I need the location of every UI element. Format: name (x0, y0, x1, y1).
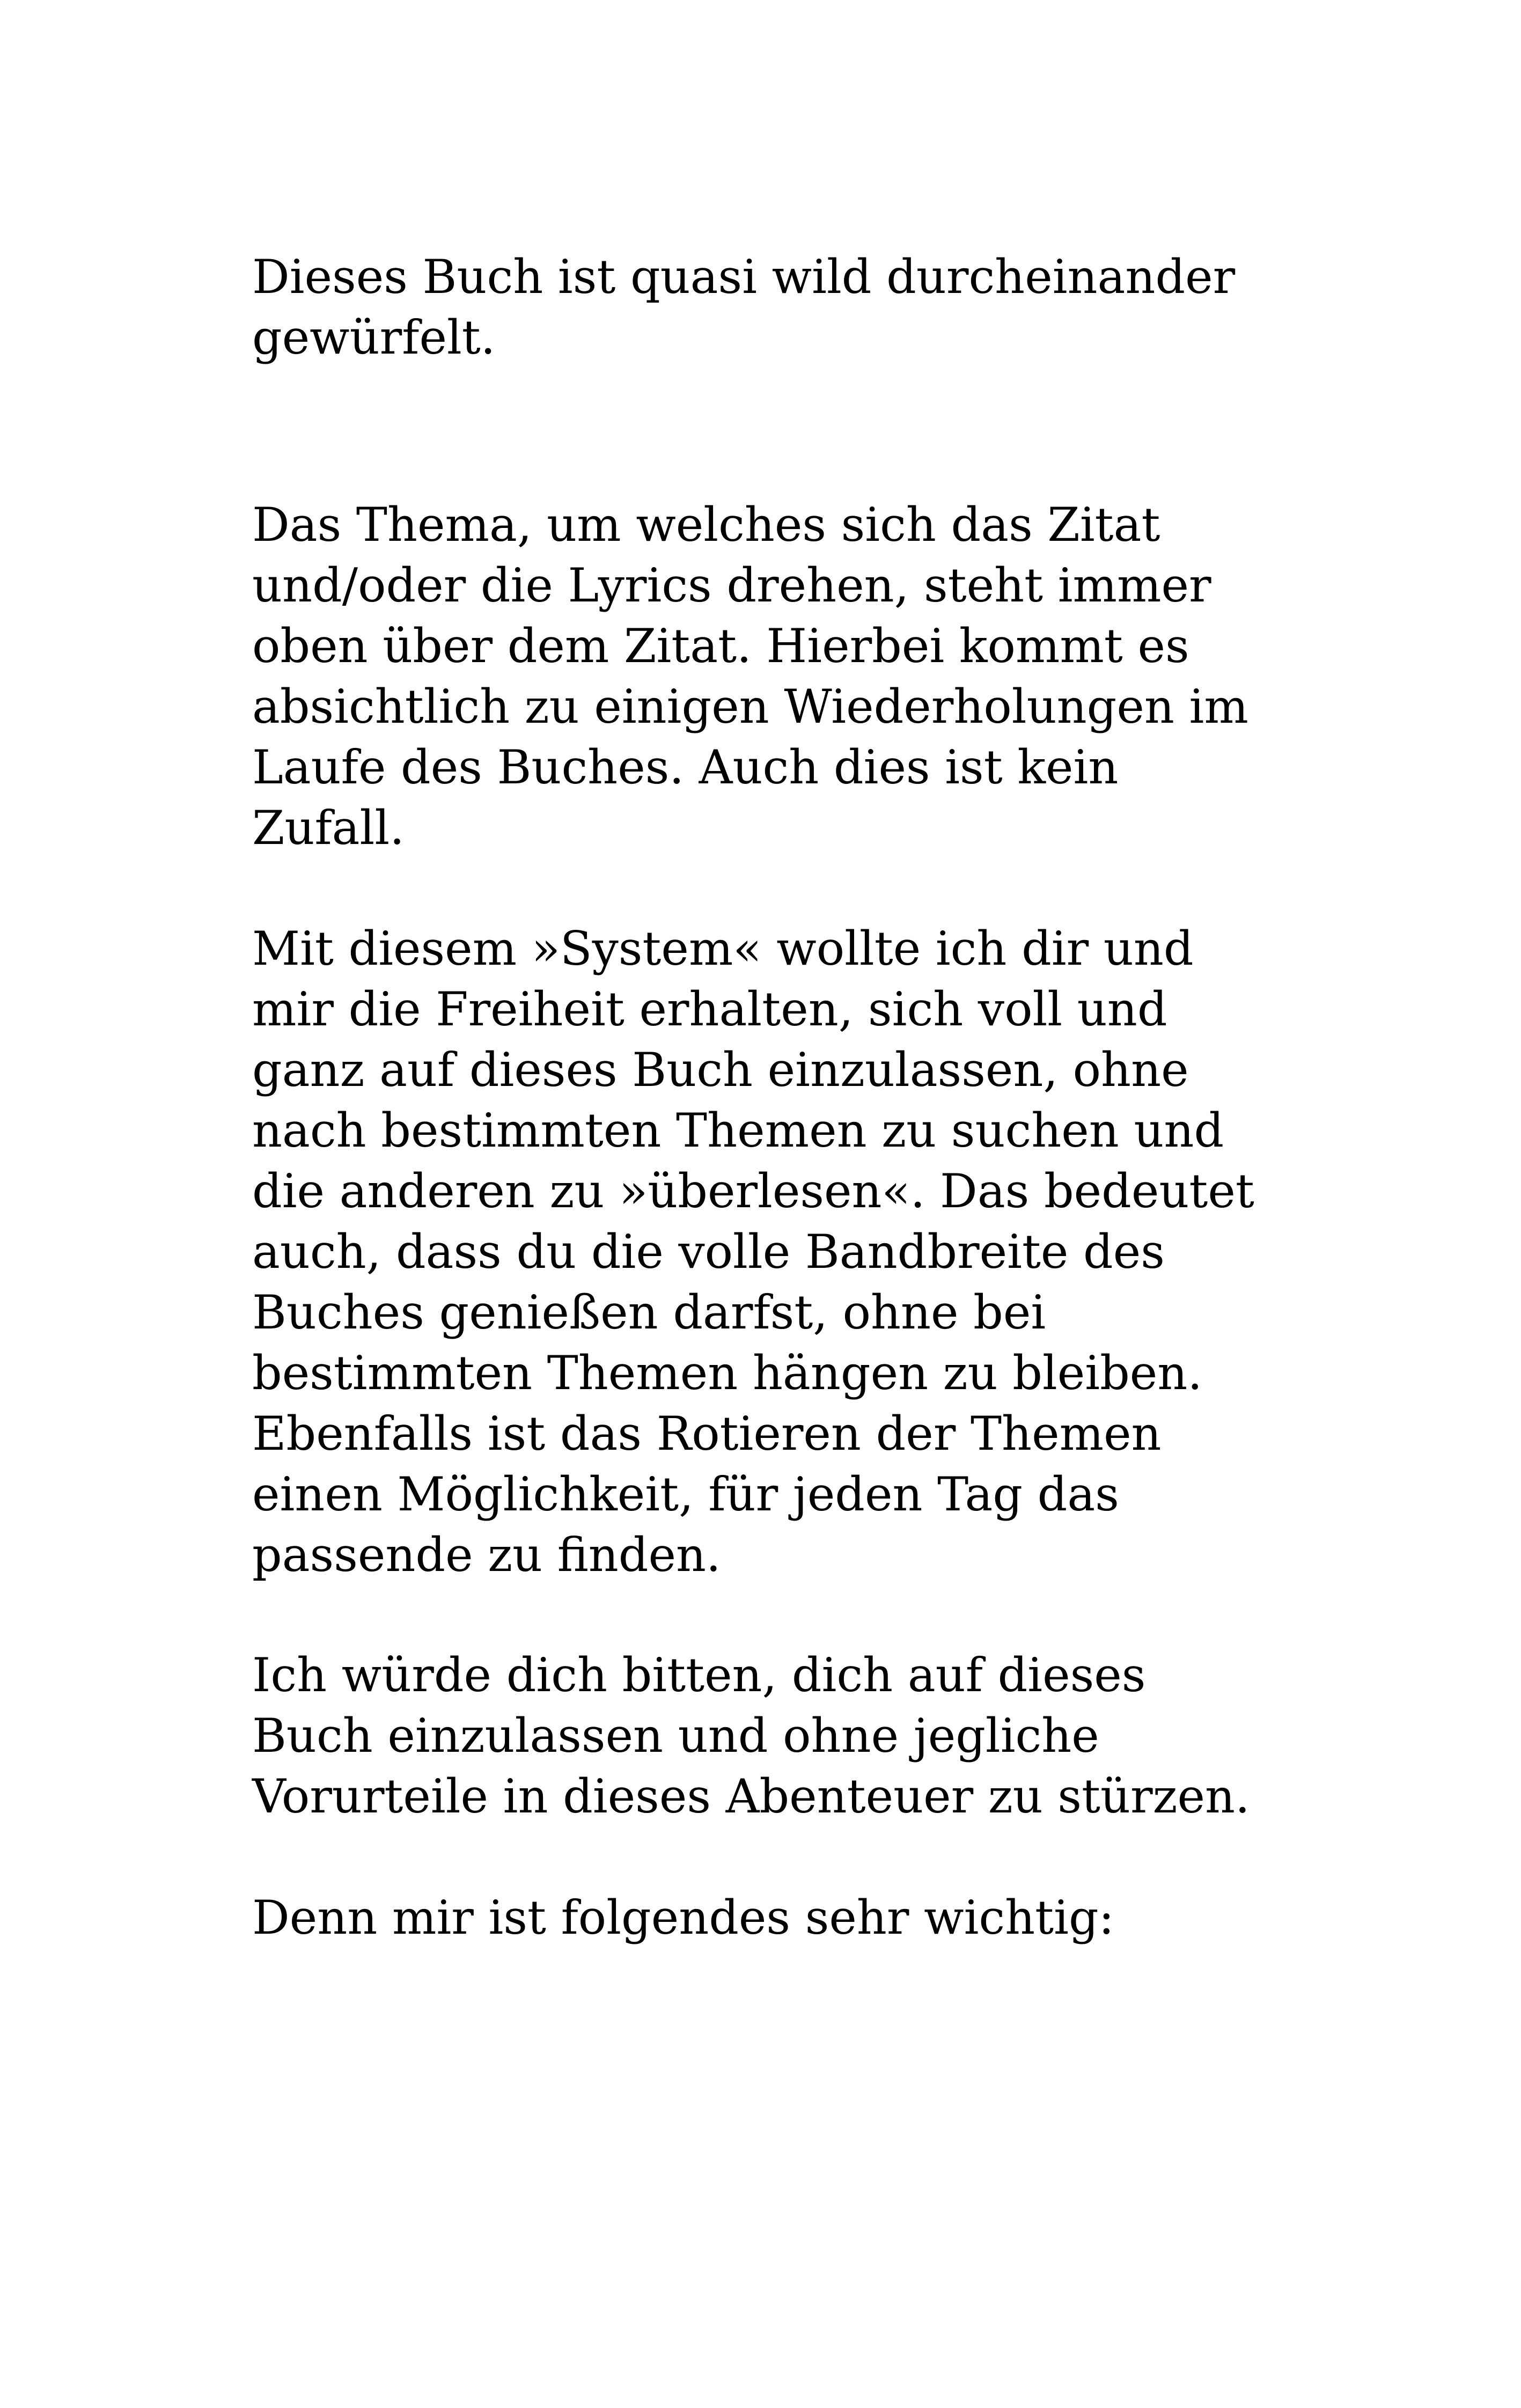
paragraph-intro: Dieses Buch ist quasi wild durcheinander gewürfelt. (252, 249, 1236, 365)
paragraph-theme: Das Thema, um welches sich das Zitat und/oder die Lyrics drehen, steht immer oben über dem Zitat. Hierbei kommt es absichtlich zu einigen Wiederholungen im Laufe des Buches. Auch dies ist kein Zufall. (252, 497, 1248, 855)
paragraph-closing: Denn mir ist folgendes sehr wichtig: (252, 1890, 1114, 1945)
paragraph-request: Ich würde dich bitten, dich auf dieses Buch einzulassen und ohne jegliche Vorurteile in dieses Abenteuer zu stürzen. (252, 1648, 1250, 1824)
paragraph-system: Mit diesem »System« wollte ich dir und mir die Freiheit erhalten, sich voll und ganz auf dieses Buch einzulassen, ohne nach bestimmten Themen zu suchen und die anderen zu »überlesen«. Das bedeutet auch, dass du die volle Bandbreite des Buches genießen darfst, ohne bei bestimmten Themen hängen zu bleiben. Ebenfalls ist das Rotieren der Themen einen Möglichkeit, für jeden Tag das passende zu finden. (252, 921, 1254, 1582)
